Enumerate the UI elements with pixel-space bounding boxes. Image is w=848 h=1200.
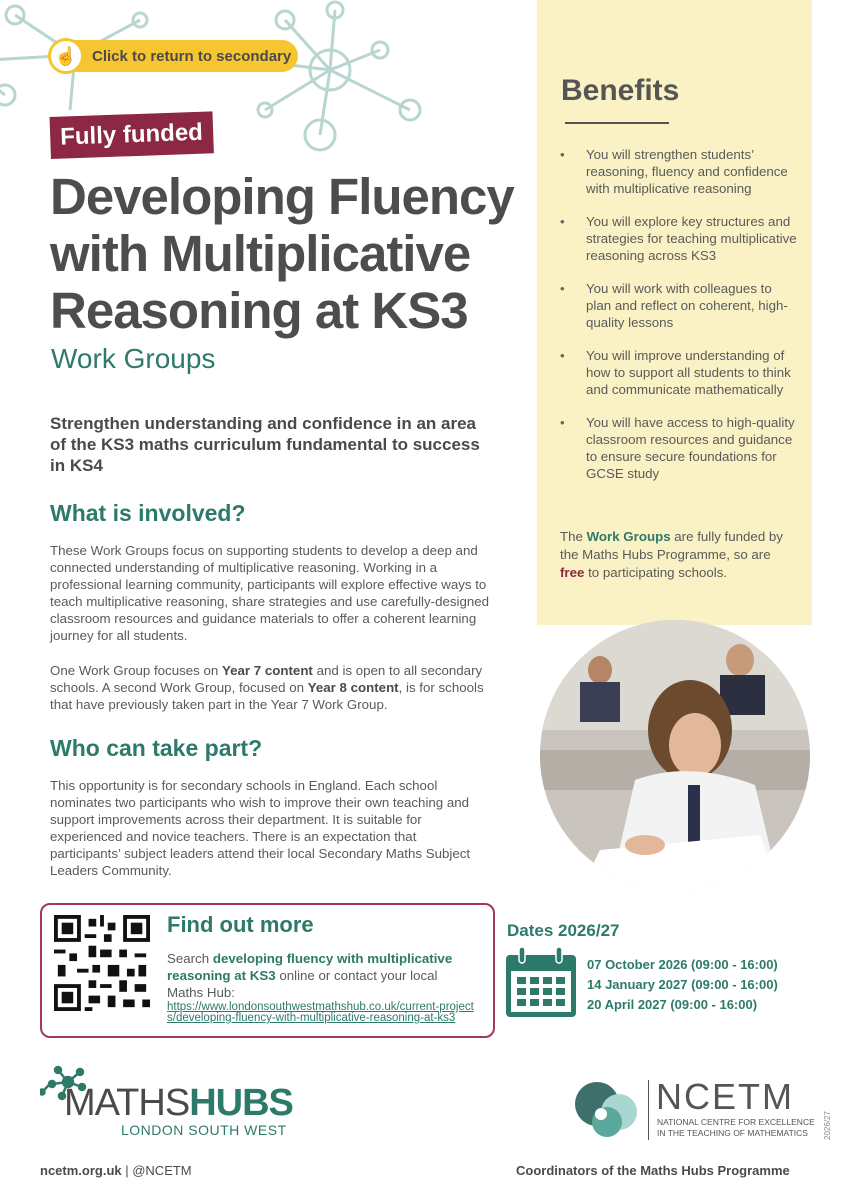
qr-code[interactable]: [54, 915, 150, 1011]
benefit-item: • You will have access to high-quality classroom resources and guidance to ensure secure foundations for GCSE study: [560, 414, 800, 482]
footer-contact: ncetm.org.uk | @NCETM: [40, 1163, 192, 1178]
student-photo: [540, 620, 810, 890]
find-out-more-heading: Find out more: [167, 912, 314, 937]
maths-hubs-wordmark: MATHSHUBS: [64, 1082, 293, 1124]
ncetm-full-name: NATIONAL CENTRE FOR EXCELLENCE IN THE TEACHING OF MATHEMATICS: [657, 1117, 815, 1138]
page-subtitle: Work Groups: [51, 343, 216, 374]
who-can-take-part-heading: Who can take part?: [50, 735, 263, 761]
date-item: 14 January 2027 (09:00 - 16:00): [587, 977, 778, 992]
find-out-more-text: Search developing fluency with multiplicative reasoning at KS3 online or contact your local Maths Hub:: [167, 951, 453, 1000]
calendar-icon: [504, 947, 578, 1019]
maths-hubs-region: LONDON SOUTH WEST: [121, 1122, 287, 1138]
fully-funded-badge: Fully funded: [50, 111, 214, 159]
what-is-involved-paragraph: These Work Groups focus on supporting students to develop a deep and connected understanding of multiplicative reasoning. Working in a professional learning community, participants will explore effective ways to teach multiplicative reasoning, share strategies and use carefully-designed classroom resources and guidance materials to offer a coherent learning journey for all students.: [50, 543, 490, 643]
footer-coordinators: Coordinators of the Maths Hubs Programme: [516, 1163, 790, 1178]
benefit-item: • You will work with colleagues to plan and reflect on coherent, high-quality lessons: [560, 280, 800, 331]
dates-list: [587, 955, 778, 1015]
return-button-label: Click to return to secondary: [92, 47, 292, 65]
what-is-involved-heading: What is involved?: [50, 500, 246, 526]
lead-text: Strengthen understanding and confidence in an area of the KS3 maths curriculum fundamental to success in KS4: [50, 414, 480, 475]
ncetm-logo-icon: [573, 1078, 643, 1140]
who-can-take-part-paragraph: This opportunity is for secondary schools in England. Each school nominates two participants who wish to improve their own teaching and support improvements across their department. It is suitable for experienced and novice teachers. There is an expectation that participants’ subject leaders attend their local Secondary Maths Subject Leaders Community.: [50, 778, 471, 878]
benefit-item: • You will explore key structures and strategies for teaching multiplicative reasoning across KS3: [560, 213, 800, 264]
document-code: 2026/27: [823, 1111, 832, 1140]
benefit-item: • You will strengthen students’ reasoning, fluency and confidence with multiplicative reasoning: [560, 146, 800, 197]
date-item: 20 April 2027 (09:00 - 16:00): [587, 997, 758, 1012]
benefits-heading: Benefits: [561, 74, 680, 107]
benefits-list: [560, 146, 800, 498]
benefit-item: • You will improve understanding of how to support all students to think and communicate mathematically: [560, 347, 800, 398]
dates-heading: Dates 2026/27: [507, 921, 620, 940]
ncetm-divider: [648, 1080, 649, 1140]
pointer-hand-icon: ☝: [48, 38, 84, 74]
year-groups-paragraph: One Work Group focuses on Year 7 content and is open to all secondary schools. A second Work Group, focused on Year 8 content, is for schools that have previously taken part in the Year 7 Work Group.: [50, 663, 484, 712]
benefits-divider: [565, 122, 669, 124]
ncetm-website-link[interactable]: ncetm.org.uk: [40, 1163, 122, 1178]
funding-note: The Work Groups are fully funded by the Maths Hubs Programme, so are free to participating schools.: [560, 529, 783, 580]
page-title: Developing Fluency with Multiplicative Reasoning at KS3: [50, 168, 514, 339]
return-to-secondary-button[interactable]: [50, 40, 298, 72]
ncetm-wordmark: NCETM: [656, 1076, 794, 1117]
date-item: 07 October 2026 (09:00 - 16:00): [587, 957, 778, 972]
maths-hub-link[interactable]: https://www.londonsouthwestmathshub.co.uk/current-projects/developing-fluency-with-multiplicative-reasoning-at-ks3: [167, 1001, 474, 1024]
